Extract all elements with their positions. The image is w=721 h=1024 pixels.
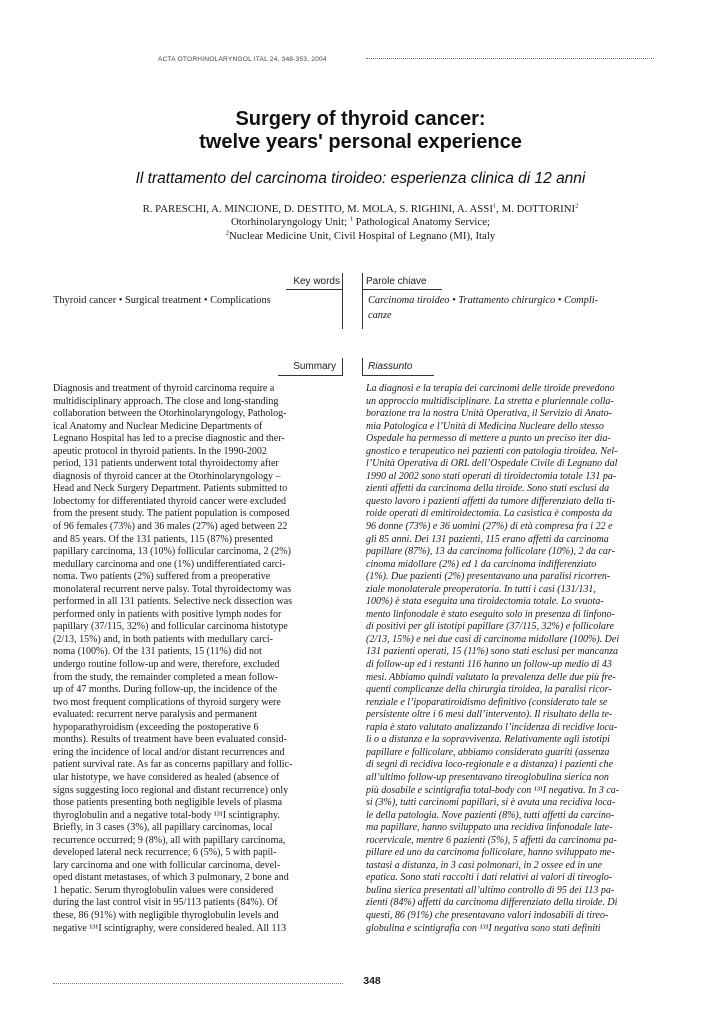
summary-en-line: performed only in patients with positive lymph nodes for [53,608,282,620]
summary-it-line: globulina e scintigrafia con ¹³¹I negativa sono stati definiti [366,922,601,934]
summary-en-line: lary carcinoma and one with follicular carcinoma, devel- [53,859,281,871]
summary-en-line: papillary (37/115, 32%) and follicular carcinoma histotype [53,621,288,633]
summary-it-line: un approccio multidisciplinare. La stretta e pluriennale colla- [366,395,614,407]
summary-it-line: si (3%), tutti carcinomi papillari, si è avuta una recidiva loca- [366,797,616,809]
summary-it-line: rocervicale, mentre 6 pazienti (5%), 5 affetti da carcinoma pa- [366,834,617,846]
summary-it-line: persistente oltre i 6 mesi dall’intervento). Il risultato della te- [366,709,613,721]
summary-en-line: diagnosis of thyroid cancer at the Otorhinolaryngology – [53,470,281,482]
summary-it-line: di positivi per gli istotipi papillare (37/115, 32%) e follicolare [366,621,614,633]
author-names-1: R. PARESCHI, A. MINCIONE, D. DESTITO, M. MOLA, S. RIGHINI, A. ASSI [142,203,493,215]
summary-it-line: 1990 al 2002 sono stati operati di tiroidectomia totale 131 pa- [366,470,617,482]
article-title [60,108,661,154]
summary-divider-right [362,358,363,376]
summary-it-line: questi, 86 (91%) che presentavano valori indosabili di tireo- [366,909,609,921]
summary-it-line: rapia è stato valutato analizzando l’incidenza di recidive loca- [366,721,618,733]
summary-en-line: ular histotype, we have considered as healed (absence of [53,771,280,783]
footer-dotted-rule [53,983,343,984]
affiliation-nuclear: Nuclear Medicine Unit, Civil Hospital of Legnano (MI), Italy [228,229,496,242]
summary-it-line: papillare e follicolare, abbiamo considerato guariti (assenza [366,746,610,758]
summary-it-line: zienti affetti da carcinoma della tiroide. Sono stati esclusi da [366,483,610,495]
summary-italian-text [366,383,656,935]
summary-it-line: le della patologia. Nove pazienti (8%), tutti affetti da carcino- [366,809,615,821]
summary-it-line: borazione tra la nostra Unità Operativa, il Servizio di Anato- [366,408,612,420]
summary-it-line: questo lavoro i pazienti affetti da tumore differenziato della ti- [366,495,616,507]
summary-en-line: period, 131 patients underwent total thyroidectomy after [53,458,279,470]
affiliation-ent: Otorhinolaryngology Unit; [230,216,348,229]
summary-en-line: months). Results of treatment have been evaluated consid- [53,734,287,746]
keywords-divider-right [362,273,363,329]
author-list [40,203,681,216]
summary-en-line: up of 47 months. During follow-up, the incidence of the [53,684,278,696]
summary-en-line: thyroglobulin and a negative total-body ¹³¹I scintigraphy. [53,809,280,821]
summary-en-line: medullary carcinoma and one (1%) undifferentiated carci- [53,558,286,570]
summary-it-line: ziale monolaterale preoperatoria. In tutti i casi (131/131, [366,583,596,595]
author-affil-sup-2: 2 [575,202,579,210]
keywords-heading-en: Key words [293,276,340,287]
summary-it-line: di follow-up ed i restanti 116 hanno un follow-up medio di 43 [366,659,612,671]
summary-en-line: Legnano Hospital has led to a precise diagnostic and ther- [53,433,285,445]
riassunto-rule [362,375,434,376]
affiliation-pathology: Pathological Anatomy Service; [352,216,491,229]
summary-divider-left [342,358,343,376]
title-line-2: twelve years' personal experience [199,131,522,153]
summary-en-line: during the last control visit in 95/113 patients (84%). Of [53,897,278,909]
summary-en-line: negative ¹³¹I scintigraphy, were considered healed. All 113 [53,922,287,934]
summary-it-line: l’Unità Operativa di ORL dell’Ospedale Civile di Legnano dal [366,458,618,470]
summary-en-line: noma (100%). Of the 131 patients, 15 (11%) did not [53,646,262,658]
author-affil-sup-1: 1 [492,202,497,210]
summary-en-line: apeutic protocol in thyroid patients. In the 1990-2002 [53,445,267,457]
summary-it-line: (1%). Due pazienti (2%) presentavano una paralisi ricorren- [366,571,611,583]
summary-it-line: La diagnosi e la terapia dei carcinomi delle tiroide prevedono [366,383,615,394]
summary-en-line: evaluated: recurrent nerve paralysis and permanent [53,709,258,721]
affiliation-line-2 [40,230,681,243]
summary-en-line: these, 86 (91%) with negligible thyroglobulin levels and [53,909,279,921]
summary-en-line: noma. Two patients (2%) suffered from a preoperative [53,571,271,583]
author-block [40,203,681,243]
summary-en-line: oped distant metastases, of which 3 pulmonary, 2 bone and [53,872,289,884]
page-number: 348 [363,975,381,987]
summary-it-line: tastasi a distanza, in 3 casi polmonari, in 2 ossee ed in une [366,859,603,871]
summary-it-line: all’ultimo follow-up presentavano tireoglobulina sierica non [366,771,609,783]
summary-en-line: those patients presenting both negligible levels of plasma [53,797,283,809]
title-line-1: Surgery of thyroid cancer: [235,108,486,130]
keywords-it-line-2: canze [368,310,392,321]
summary-en-line: hypoparathyroidism (exceeding the postoperative 6 [53,721,259,733]
summary-english-text [53,383,343,935]
summary-it-line: cinoma midollare (2%) ed 1 da carcinoma indifferenziato [366,558,597,570]
summary-it-line: (2/13, 15%) e nei due casi di carcinoma midollare (100%). Dei [366,633,620,645]
summary-en-line: papillary carcinoma, 13 (10%) follicular carcinoma, 2 (2%) [53,546,291,558]
header-dotted-rule [366,58,654,59]
summary-en-line: ical Anatomy and Nuclear Medicine Departments of [53,420,263,432]
summary-en-line: developed lateral neck recurrence; 6 (5%), 5 with papil- [53,847,277,859]
summary-en-line: from the study, the remainder completed a mean follow- [53,671,279,683]
summary-en-line: signs suggesting loco regional and distant recurrence) only [53,784,289,796]
summary-rule [278,375,342,376]
summary-it-line: ma papillare, hanno sviluppato una recidiva linfonodale late- [366,822,613,834]
keywords-it [368,293,658,323]
keywords-rule-en [286,289,342,290]
affiliation-sup-1: 1 [349,215,353,223]
summary-en-line: recurrence occurred; 9 (8%), all with papillary carcinoma, [53,834,286,846]
summary-en-line: multidisciplinary approach. The close and long-standing [53,395,279,407]
summary-en-line: (2/13, 15%) and, in both patients with medullary carci- [53,633,273,645]
journal-reference: ACTA OTORHINOLARYNGOL ITAL 24, 348-353, 2004 [158,56,327,63]
summary-en-line: monolateral recurrent nerve palsy. Total thyroidectomy was [53,583,292,595]
article-subtitle: Il trattamento del carcinoma tiroideo: esperienza clinica di 12 anni [135,170,586,187]
summary-en-line: 1 hepatic. Serum thyroglobulin values were considered [53,884,274,896]
summary-it-line: li o a distanza e la sopravvivenza. Relativamente agli istotipi [366,734,610,746]
keywords-it-line-1: Carcinoma tiroideo • Trattamento chirurgico • Compli- [368,295,599,306]
summary-it-line: più dosabile e scintigrafia total-body con ¹³¹I negativa. In 3 ca- [366,784,620,796]
summary-it-line: di segni di recidiva loco-regionale e a distanza) i pazienti che [366,759,613,771]
summary-it-line: zienti (84%) affetti da carcinoma differenziato della tiroide. Di [366,897,618,909]
summary-it-line: mesi. Abbiamo quindi valutato la prevalenza delle due più fre- [366,671,616,683]
summary-it-line: roide operati di emitiroidectomia. La casistica è composta da [366,508,613,520]
summary-it-line: mia Patologica e l’Unità di Medicina Nucleare dello stesso [366,420,604,432]
author-names-2: , M. DOTTORINI [496,203,576,215]
summary-it-line: 100%) è stata eseguita una tiroidectomia totale. Lo svuota- [366,596,604,608]
summary-it-line: bulina sierica presentati all’ultimo controllo di 95 dei 113 pa- [366,884,615,896]
keywords-en: Thyroid cancer • Surgical treatment • Complications [53,295,271,306]
summary-en-line: lobectomy for differentiated thyroid cancer were excluded [53,495,287,507]
summary-heading: Summary [293,361,336,372]
riassunto-heading: Riassunto [368,361,413,372]
keywords-heading-it: Parole chiave [366,276,427,287]
summary-en-line: Diagnosis and treatment of thyroid carcinoma require a [53,383,275,394]
summary-it-line: 96 donne (73%) e 36 uomini (27%) di età compresa fra i 22 e [366,521,613,533]
summary-en-line: patient survival rate. As far as concerns papillary and follic- [53,759,293,771]
summary-en-line: and 85 years. Of the 131 patients, 115 (87%) presented [53,533,273,545]
summary-en-line: from the present study. The patient population is composed [53,508,290,520]
summary-it-line: gnostico e terapeutico nei pazienti con patologia tiroidea. Nel- [366,445,618,457]
summary-it-line: epatica. Sono stati raccolti i dati relativi ai valori di tireoglo- [366,872,613,884]
summary-it-line: pillare ed uno da carcinoma follicolare, hanno sviluppato me- [366,847,615,859]
summary-it-line: 131 pazienti operati, 15 (11%) sono stati esclusi per mancanza [366,646,619,658]
summary-it-line: quenti complicanze della chirurgia tiroidea, la paralisi ricor- [366,684,612,696]
summary-it-line: mento linfonodale è stato eseguito solo in presenza di linfono- [366,608,615,620]
summary-en-line: Head and Neck Surgery Department. Patients submitted to [53,483,288,495]
affiliation-line-1 [40,216,681,229]
summary-en-line: collaboration between the Otorhinolaryngology, Patholog- [53,408,287,420]
summary-en-line: Briefly, in 3 cases (3%), all papillary carcinomas, local [53,822,273,834]
affiliation-sup-2: 2 [225,229,229,237]
summary-it-line: Ospedale ha permesso di mettere a punto un preciso iter dia- [366,433,611,445]
summary-en-line: ering the incidence of local and/or distant recurrences and [53,746,285,758]
summary-en-line: two most frequent complications of thyroid surgery were [53,696,281,708]
summary-en-line: undergo routine follow-up and were, therefore, excluded [53,659,280,671]
keywords-rule-it [362,289,442,290]
summary-en-line: performed in all 131 patients. Selective neck dissection was [53,596,293,608]
summary-en-line: of 96 females (73%) and 36 males (27%) aged between 22 [53,521,288,533]
summary-it-line: renziale e l’ipoparatiroidismo definitivo (considerato tale se [366,696,608,708]
summary-it-line: gli 85 anni. Dei 131 pazienti, 115 erano affetti da carcinoma [366,533,609,545]
summary-it-line: papillare (87%), 13 da carcinoma follicolare (10%), 2 da car- [366,546,615,558]
